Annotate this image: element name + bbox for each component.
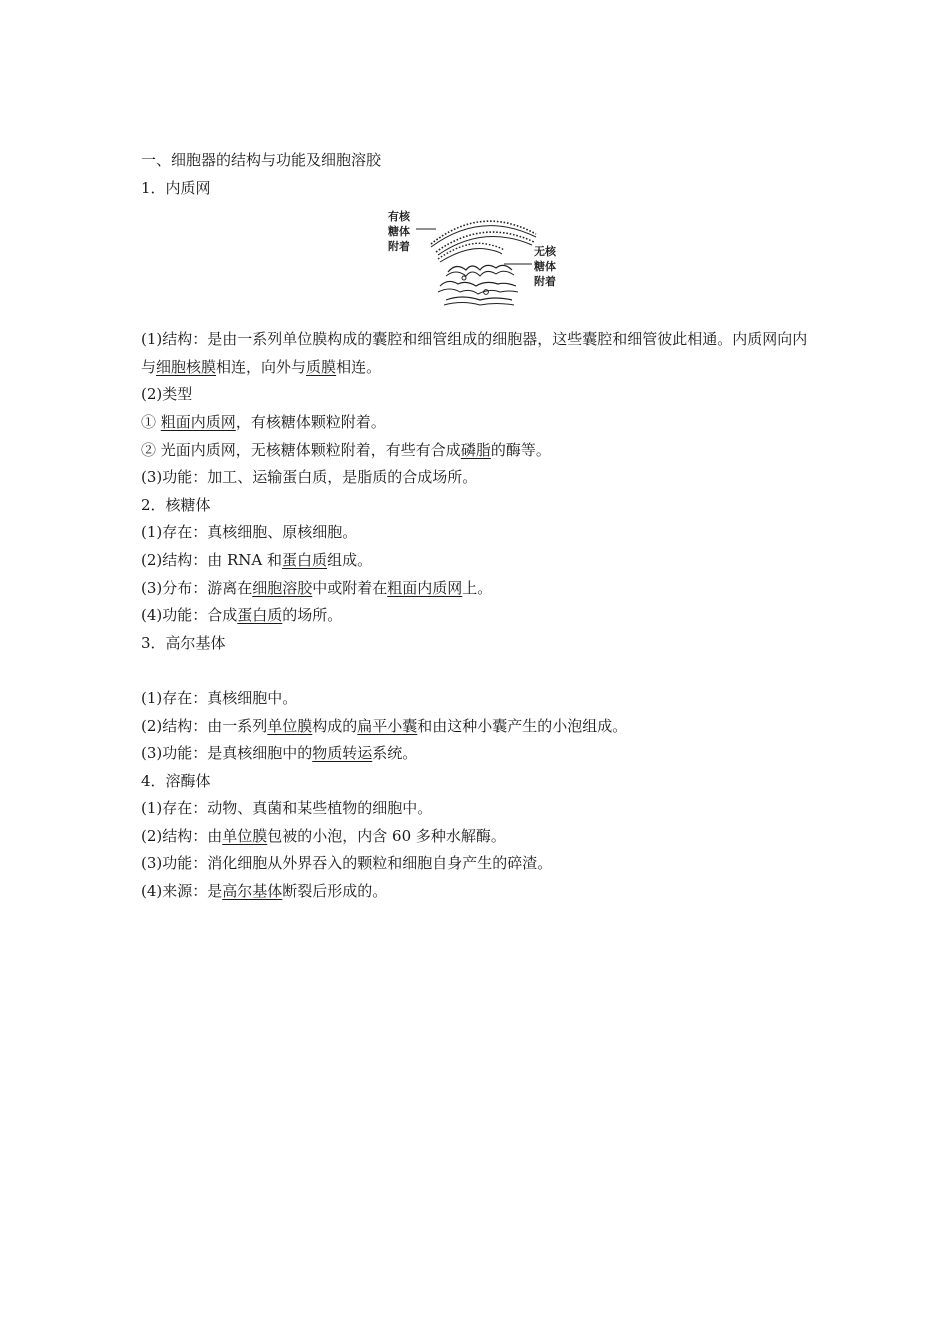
er-figure bbox=[141, 202, 821, 326]
er-structure: (1)结构：是由一系列单位膜构成的囊腔和细管组成的细胞器，这些囊腔和细管彼此相通。内质网向内与细胞核膜相连，向外与质膜相连。 bbox=[141, 330, 808, 376]
label-rough-1: 有核 bbox=[388, 210, 410, 224]
er-types-heading: (2)类型 bbox=[141, 385, 193, 404]
ribosome-structure: (2)结构：由 RNA 和蛋白质组成。 bbox=[141, 550, 373, 569]
label-rough-2: 糖体 bbox=[388, 225, 410, 239]
golgi-heading: 3．高尔基体 bbox=[141, 633, 226, 652]
term-material-transport: 物质转运 bbox=[312, 744, 373, 763]
lysosome-structure: (2)结构：由单位膜包被的小泡，内含 60 多种水解酶。 bbox=[141, 826, 506, 845]
document-body bbox=[141, 147, 821, 906]
blank-line bbox=[141, 657, 821, 685]
ribosome-heading: 2．核糖体 bbox=[141, 495, 211, 514]
endoplasmic-reticulum-diagram bbox=[386, 204, 571, 322]
lysosome-origin: (4)来源：是高尔基体断裂后形成的。 bbox=[141, 882, 388, 901]
label-smooth-2: 糖体 bbox=[534, 260, 556, 274]
ribosome-exist: (1)存在：真核细胞、原核细胞。 bbox=[141, 523, 358, 542]
term-phospholipid: 磷脂 bbox=[460, 440, 491, 459]
ribosome-distribution: (3)分布：游离在细胞溶胶中或附着在粗面内质网上。 bbox=[141, 578, 493, 597]
term-golgi: 高尔基体 bbox=[222, 882, 283, 901]
lysosome-heading: 4．溶酶体 bbox=[141, 771, 211, 790]
ribosome-function: (4)功能：合成蛋白质的场所。 bbox=[141, 606, 343, 625]
term-unit-membrane-2: 单位膜 bbox=[222, 826, 268, 845]
term-cytosol: 细胞溶胶 bbox=[252, 578, 313, 597]
term-unit-membrane: 单位膜 bbox=[267, 716, 313, 735]
label-smooth-1: 无核 bbox=[534, 245, 556, 259]
lysosome-exist: (1)存在：动物、真菌和某些植物的细胞中。 bbox=[141, 799, 433, 818]
term-protein: 蛋白质 bbox=[282, 550, 328, 569]
term-protein-2: 蛋白质 bbox=[237, 606, 283, 625]
lysosome-function: (3)功能：消化细胞从外界吞入的颗粒和细胞自身产生的碎渣。 bbox=[141, 854, 553, 873]
label-smooth-3: 附着 bbox=[534, 275, 556, 289]
term-rough-er: 粗面内质网 bbox=[160, 412, 236, 431]
golgi-function: (3)功能：是真核细胞中的物质转运系统。 bbox=[141, 744, 418, 763]
term-nuclear-envelope: 细胞核膜 bbox=[156, 357, 217, 376]
er-function: (3)功能：加工、运输蛋白质，是脂质的合成场所。 bbox=[141, 468, 478, 487]
golgi-structure: (2)结构：由一系列单位膜构成的扁平小囊和由这种小囊产生的小泡组成。 bbox=[141, 716, 628, 735]
term-plasma-membrane: 质膜 bbox=[306, 357, 337, 376]
er-heading: 1．内质网 bbox=[141, 178, 211, 197]
label-rough-3: 附着 bbox=[388, 240, 410, 254]
er-type-smooth: ② 光面内质网，无核糖体颗粒附着，有些有合成磷脂的酶等。 bbox=[141, 440, 551, 459]
golgi-exist: (1)存在：真核细胞中。 bbox=[141, 688, 298, 707]
term-flat-sac: 扁平小囊 bbox=[357, 716, 418, 735]
section-title: 一、细胞器的结构与功能及细胞溶胶 bbox=[141, 151, 382, 169]
er-type-rough: ① 粗面内质网，有核糖体颗粒附着。 bbox=[141, 412, 386, 431]
term-rough-er-2: 粗面内质网 bbox=[387, 578, 463, 597]
